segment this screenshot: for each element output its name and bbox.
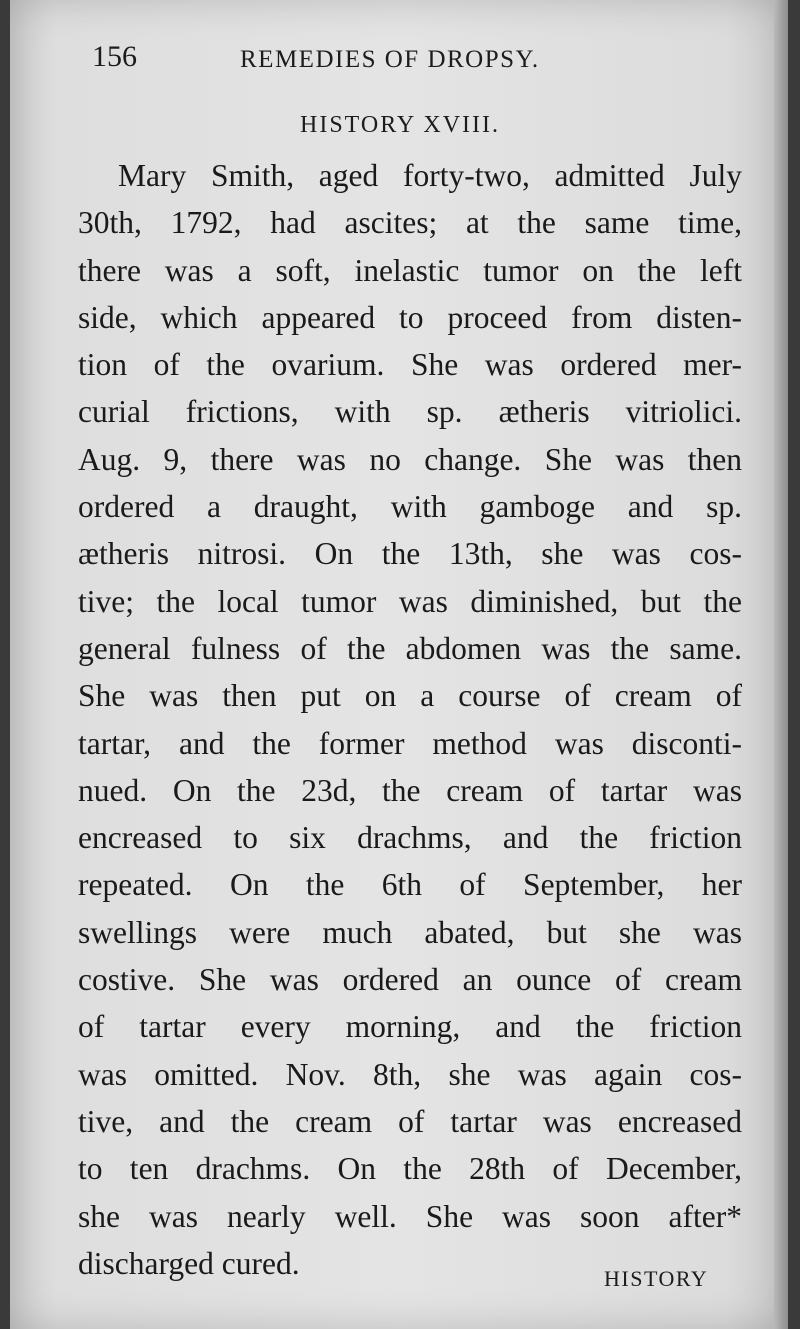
page-header [80, 40, 740, 80]
page-edge-shadow [774, 0, 788, 1329]
text-line: She was then put on a course of cream of [78, 678, 742, 714]
body-text [78, 152, 742, 1287]
text-line: repeated. On the 6th of September, her [78, 867, 742, 903]
section-title: HISTORY XVIII. [300, 112, 500, 138]
text-line: discharged cured. [78, 1245, 300, 1281]
text-line: encreased to six drachms, and the friction [78, 820, 742, 856]
text-line: of tartar every morning, and the friction [78, 1009, 742, 1045]
text-line: side, which appeared to proceed from disten- [78, 299, 742, 335]
running-title: REMEDIES OF DROPSY. [240, 46, 540, 73]
text-line: curial frictions, with sp. ætheris vitriolici. [78, 394, 742, 430]
text-line: 30th, 1792, had ascites; at the same time, [78, 205, 742, 241]
text-line: nued. On the 23d, the cream of tartar was [78, 772, 742, 808]
text-line: to ten drachms. On the 28th of December, [78, 1151, 742, 1187]
text-line: general fulness of the abdomen was the same. [78, 630, 742, 666]
text-line: tive; the local tumor was diminished, but the [78, 583, 742, 619]
text-line: tartar, and the former method was disconti- [78, 725, 742, 761]
catchword: HISTORY [604, 1266, 709, 1291]
text-line: tive, and the cream of tartar was encreased [78, 1103, 742, 1139]
text-line: was omitted. Nov. 8th, she was again cos- [78, 1056, 742, 1092]
text-line: costive. She was ordered an ounce of cream [78, 962, 742, 998]
text-line: there was a soft, inelastic tumor on the left [78, 252, 742, 288]
text-line: swellings were much abated, but she was [78, 914, 742, 950]
page-number: 156 [92, 40, 137, 73]
text-line: tion of the ovarium. She was ordered mer- [78, 347, 742, 383]
text-line: she was nearly well. She was soon after* [78, 1198, 742, 1234]
text-line: Mary Smith, aged forty-two, admitted July [118, 158, 742, 193]
text-line: ordered a draught, with gamboge and sp. [78, 489, 742, 525]
text-line: Aug. 9, there was no change. She was then [78, 441, 742, 477]
text-line: ætheris nitrosi. On the 13th, she was cos- [78, 536, 742, 572]
